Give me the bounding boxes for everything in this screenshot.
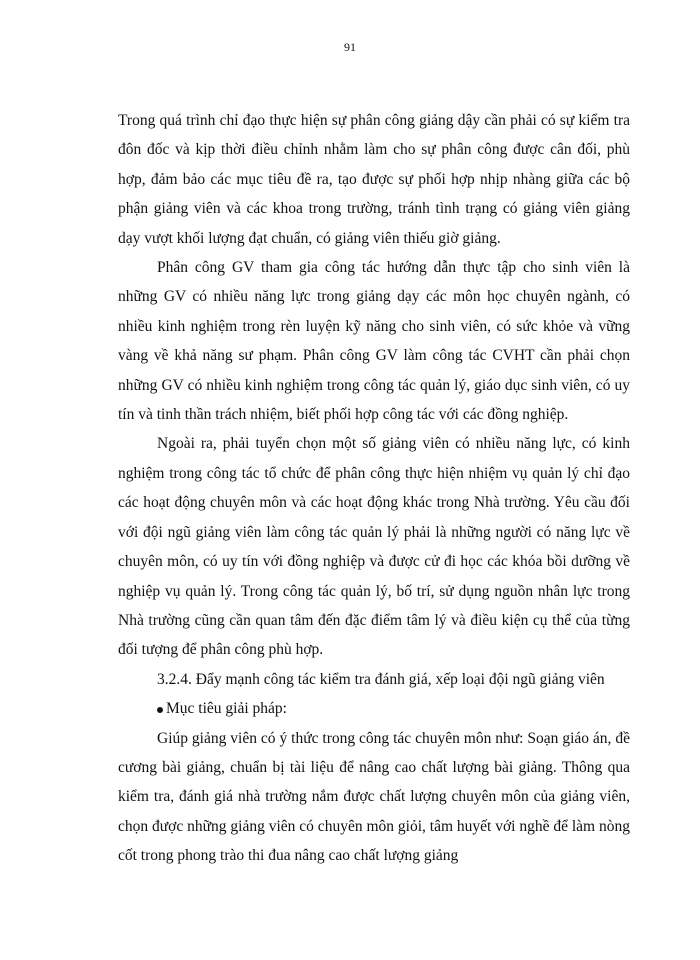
paragraph-solution-objective: Giúp giảng viên có ý thức trong công tác chuyên môn như: Soạn giáo án, đề cương bài giảng, chuẩn bị tài liệu để nâng cao chất lượng bài giảng. Thông qua kiểm tra, đánh giá nhà trường nắm được chất lượng chuyên môn của giảng viên, chọn được những giảng viên có chuyên môn giỏi, tâm huyết với nghề để làm nòng cốt trong phong trào thi đua nâng cao chất lượng giảng — [118, 729, 630, 865]
section-heading-3-2-4: 3.2.4. Đẩy mạnh công tác kiểm tra đánh giá, xếp loại đội ngũ giảng viên — [157, 670, 605, 688]
page-number: 91 — [344, 40, 356, 54]
document-body — [118, 106, 630, 871]
solution-objective-label: Mục tiêu giải pháp: — [166, 700, 287, 718]
paragraph-task-assignment-supervision: Trong quá trình chỉ đạo thực hiện sự phân công giảng dậy cần phải có sự kiểm tra đôn đốc và kịp thời điều chỉnh nhằm làm cho sự phân công được cân đối, phù hợp, đảm bảo các mục tiêu đề ra, tạo được sự phối hợp nhịp nhàng giữa các bộ phận giảng viên và các khoa trong trường, tránh tình trạng có giảng viên giảng dạy vượt khối lượng đạt chuẩn, có giảng viên thiếu giờ giảng. — [118, 112, 630, 247]
bullet-icon — [157, 707, 163, 713]
paragraph-management-staff: Ngoài ra, phải tuyển chọn một số giảng viên có nhiều năng lực, có kinh nghiệm trong công tác tổ chức để phân công thực hiện nhiệm vụ quản lý chỉ đạo các hoạt động chuyên môn và các hoạt động khác trong Nhà trường. Yêu cầu đối với đội ngũ giảng viên làm công tác quản lý phải là những người có năng lực về chuyên môn, có uy tín với đồng nghiệp và được cử đi học các khóa bồi dưỡng về nghiệp vụ quản lý. Trong công tác quản lý, bố trí, sử dụng nguồn nhân lực trong Nhà trường cũng cần quan tâm đến đặc điểm tâm lý và điều kiện cụ thể của từng đối tượng để phân công phù hợp. — [118, 435, 630, 659]
solution-objective-heading — [118, 694, 630, 723]
paragraph-internship-assignment: Phân công GV tham gia công tác hướng dẫn thực tập cho sinh viên là những GV có nhiều năng lực trong giảng dạy các môn học chuyên ngành, có nhiều kinh nghiệm trong rèn luyện kỹ năng cho sinh viên, có sức khỏe và vững vàng về khả năng sư phạm. Phân công GV làm công tác CVHT cần phải chọn những GV có nhiều kinh nghiệm trong công tác quản lý, giáo dục sinh viên, có uy tín và tinh thần trách nhiệm, biết phối hợp công tác với các đồng nghiệp. — [118, 259, 630, 424]
